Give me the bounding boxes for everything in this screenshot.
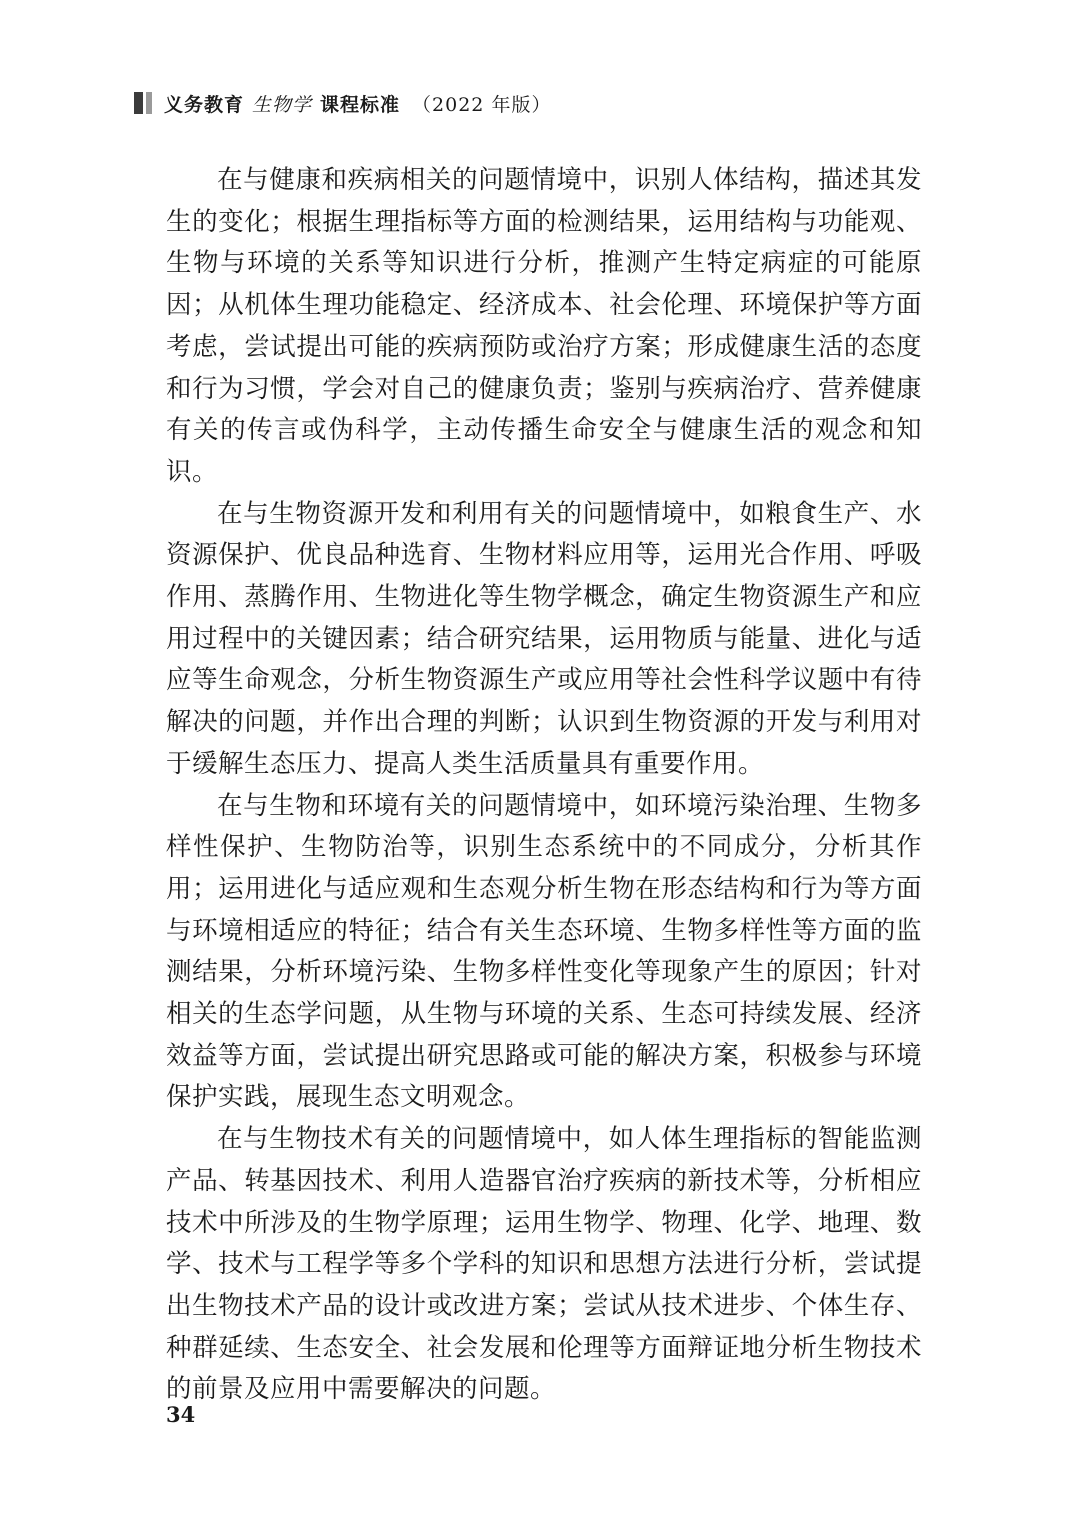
paragraph-technology: 在与生物技术有关的问题情境中，如人体生理指标的智能监测产品、转基因技术、利用人造器官治疗疾病的新技术等，分析相应技术中所涉及的生物学原理；运用生物学、物理、化学、地理、数学、技术与工程学等多个学科的知识和思想方法进行分析，尝试提出生物技术产品的设计或改进方案；尝试从技术进步、个体生存、种群延续、生态安全、社会发展和伦理等方面辩证地分析生物技术的前景及应用中需要解决的问题。 (166, 1124, 922, 1405)
header-title (164, 90, 551, 117)
header-bar-marks (134, 92, 152, 114)
header-subject: 生物学 (252, 93, 313, 116)
header-suffix: 课程标准 (320, 93, 401, 116)
running-header (134, 86, 551, 120)
header-mark-dark (134, 92, 143, 114)
header-mark-light (146, 92, 152, 114)
header-year: （2022 年版） (412, 93, 552, 116)
body-text (166, 160, 922, 1411)
paragraph-health: 在与健康和疾病相关的问题情境中，识别人体结构，描述其发生的变化；根据生理指标等方面的检测结果，运用结构与功能观、生物与环境的关系等知识进行分析，推测产生特定病症的可能原因；从机体生理功能稳定、经济成本、社会伦理、环境保护等方面考虑，尝试提出可能的疾病预防或治疗方案；形成健康生活的态度和行为习惯，学会对自己的健康负责；鉴别与疾病治疗、营养健康有关的传言或伪科学，主动传播生命安全与健康生活的观念和知识。 (166, 165, 922, 487)
paragraph-resources: 在与生物资源开发和利用有关的问题情境中，如粮食生产、水资源保护、优良品种选育、生物材料应用等，运用光合作用、呼吸作用、蒸腾作用、生物进化等生物学概念，确定生物资源生产和应用过程中的关键因素；结合研究结果，运用物质与能量、进化与适应等生命观念，分析生物资源生产或应用等社会性科学议题中有待解决的问题，并作出合理的判断；认识到生物资源的开发与利用对于缓解生态压力、提高人类生活质量具有重要作用。 (166, 498, 922, 779)
page-number: 34 (166, 1402, 196, 1427)
paragraph-environment: 在与生物和环境有关的问题情境中，如环境污染治理、生物多样性保护、生物防治等，识别生态系统中的不同成分，分析其作用；运用进化与适应观和生态观分析生物在形态结构和行为等方面与环境相适应的特征；结合有关生态环境、生物多样性等方面的监测结果，分析环境污染、生物多样性变化等现象产生的原因；针对相关的生态学问题，从生物与环境的关系、生态可持续发展、经济效益等方面，尝试提出研究思路或可能的解决方案，积极参与环境保护实践，展现生态文明观念。 (166, 790, 922, 1113)
header-prefix: 义务教育 (164, 93, 245, 116)
